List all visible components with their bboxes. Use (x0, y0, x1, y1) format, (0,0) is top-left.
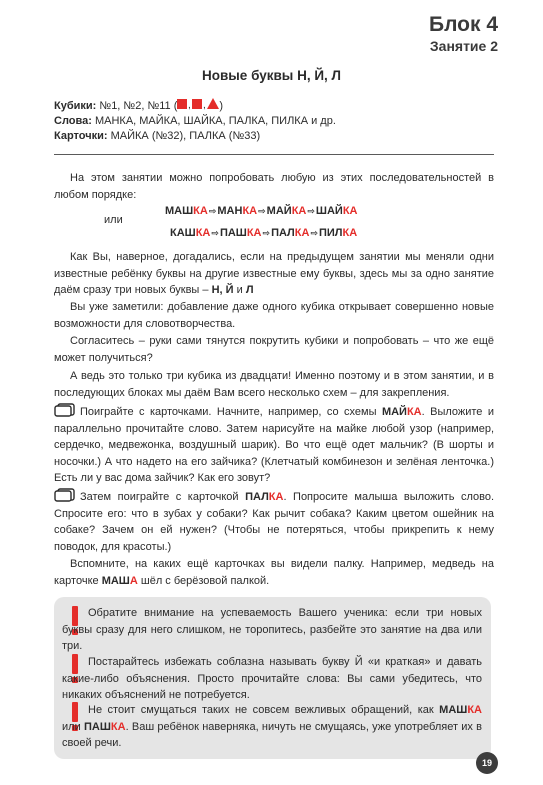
arrow-icon: ⇨ (262, 228, 271, 238)
seq1-word3-b: КА (291, 205, 307, 217)
seq1-word3-a: МАЙ (266, 205, 292, 217)
p1-letters: Н, Й (211, 284, 234, 296)
block-header (429, 13, 498, 55)
paragraph-card-mayka: Поиграйте с карточками. Начните, например, со схемы МАЙКА. Выложите и параллельно прочитайте слово. Затем нарисуйте на майке любой узор (например, сердечко, медвежонка, воздушный шарик). Во что ещё одет мальчик? (В шорты и носочки.) А что надето на его зайчика? (Клетчатый комбинезон и зелёная ленточка.) Есть ли у вас дома зайчик? Как его зовут? (54, 403, 494, 487)
seq2-word2-b: КА (246, 227, 262, 239)
note-3 (62, 702, 482, 752)
n3-word-1a: МАШ (439, 704, 468, 716)
arrow-icon: ⇨ (310, 228, 318, 238)
seq2-word2-a: ПАШ (219, 227, 247, 239)
seq2-word1-a: КАШ (170, 227, 196, 239)
cubes-close: ) (219, 100, 224, 112)
n3-text-b: . Ваш ребёнок наверняка, ничуть не смущаясь, уже употребляет их в своей речи. (62, 720, 482, 749)
paragraph-noticed: Вы уже заметили: добавление даже одного кубика открывает совершенно новые возможности для словотворчества. (54, 301, 494, 330)
block-number: Блок 4 (428, 13, 498, 36)
seq2-word3-b: КА (294, 227, 310, 239)
cube-shapes-icon (177, 98, 219, 110)
cubes-row (54, 98, 494, 114)
p5-word-b: КА (406, 406, 422, 418)
p6-word-a: ПАЛ (245, 491, 269, 503)
p1-text: Как Вы, наверное, догадались, если на предыдущем занятии мы меняли одни известные ребёнку буквы на другие известные ему буквы, здесь мы за одно занятие даём сразу три новых буквы – (54, 251, 494, 296)
materials-list (54, 98, 494, 144)
cards-row (54, 129, 494, 144)
seq1-word2-b: КА (242, 205, 258, 217)
intro-paragraph: На этом занятии можно попробовать любую из этих последовательностей в любом порядке: (54, 172, 494, 201)
divider (54, 154, 494, 155)
seq2-word4-a: ПИЛ (318, 227, 343, 239)
cubes-value: №1, №2, №11 ( (99, 100, 178, 112)
page-number: 19 (476, 752, 498, 774)
n3-word-2a: ПАШ (83, 720, 111, 733)
paragraph-agree: Согласитесь – руки сами тянутся покрутить кубики и попробовать – что же ещё может получиться? (54, 335, 494, 364)
seq2-word4-b: КА (342, 227, 358, 239)
svg-text:,: , (188, 100, 192, 110)
word-sequence-1 (165, 205, 357, 217)
paragraph-remember (54, 556, 494, 589)
arrow-icon: ⇨ (258, 206, 266, 216)
note-1: Обратите внимание на успеваемость Вашего ученика: если три новых буквы сразу для него слишком, не торопитесь, разбейте это занятие на два или три. (62, 607, 482, 652)
n3-word-1b: КА (467, 704, 483, 716)
p5-word-a: МАЙ (381, 406, 407, 418)
or-label: или (104, 214, 123, 226)
cubes-label: Кубики: (54, 100, 97, 112)
note-2: Постарайтесь избежать соблазна называть букву Й «и краткая» и давать какие-либо объяснения. Просто прочитайте слова: Вы сами убедитесь, что никаких объяснений не потребуется. (62, 656, 482, 701)
p5-word (382, 406, 422, 418)
page-title: Новые буквы Н, Й, Л (201, 68, 341, 83)
seq1-word4-b: КА (342, 205, 358, 217)
square-cube-icon-2 (192, 99, 202, 109)
p7-word-a: МАШ (101, 574, 130, 587)
p6-text-b: Попросите малыша выложить слово. Спросите его: что в зубах у собаки? Как рычит собака? Каким цветом ошейник на собаке? Зачем он ей нужен? (Чтобы не потеряться, чтобы прикрепить к нему поводок, для красоты.) (54, 491, 495, 553)
seq2-word1-b: КА (195, 227, 211, 239)
paragraph-new-letters (54, 249, 494, 299)
n3-word-1 (439, 704, 482, 716)
paragraph-card-palka: Затем поиграйте с карточкой ПАЛКА. Попросите малыша выложить слово. Спросите его: что в зубах у собаки? Как рычит собака? Каким цветом ошейник на собаке? Зачем он ей нужен? (Чтобы не потеряться, чтобы прикрепить к нему поводок, для красоты.) (54, 488, 494, 555)
card-icon (54, 403, 76, 416)
word-sequence-2 (170, 227, 357, 239)
triangle-cube-icon (207, 98, 219, 109)
seq1-word2-a: МАН (217, 205, 243, 217)
p6-word (245, 491, 283, 503)
p7-text-a: Вспомните, на каких ещё карточках вы видели палку. Например, медведь на карточке (54, 558, 494, 587)
p1-and: и (236, 284, 243, 296)
p7-text-b: шёл с берёзовой палкой. (140, 574, 270, 587)
words-row (54, 114, 494, 129)
card-icon-2 (54, 488, 76, 501)
p7-word (102, 575, 138, 587)
n3-word-2b: КА (110, 720, 126, 733)
p6-word-b: КА (268, 491, 284, 503)
p1-last-letter: Л (245, 284, 254, 296)
arrow-icon: ⇨ (307, 206, 315, 216)
n3-or: или (62, 720, 81, 733)
n3-text-a: Не стоит смущаться таких не совсем вежливых обращений, как (88, 704, 434, 716)
cards-value: МАЙКА (№32), ПАЛКА (№33) (110, 130, 261, 142)
arrow-icon: ⇨ (208, 206, 217, 216)
p6-text-a: Затем поиграйте с карточкой (80, 491, 239, 503)
words-value: МАНКА, МАЙКА, ШАЙКА, ПАЛКА, ПИЛКА и др. (94, 115, 336, 127)
seq2-word3-a: ПАЛ (271, 227, 295, 239)
lesson-number: Занятие 2 (429, 38, 498, 54)
cards-label: Карточки: (54, 130, 108, 142)
seq1-word1-b: КА (193, 205, 208, 217)
seq1-word4-a: ШАЙ (315, 205, 343, 217)
p5-text-a: Поиграйте с карточками. Начните, например, со схемы (80, 406, 377, 418)
svg-text:,: , (203, 100, 207, 110)
p7-word-b: А (129, 574, 138, 587)
p5-text-b: Выложите и параллельно прочитайте слово. Затем нарисуйте на майке любой узор (например, сердечко, медвежонка, воздушный шарик). Во что ещё одет мальчик? (В шорты и носочки.) А что надето на его зайчика? (Клетчатый комбинезон и зелёная ленточка.) Есть ли у вас дома зайчик? Как его зовут? (54, 406, 494, 484)
seq1-word1-a: МАШ (165, 205, 194, 217)
paragraph-three-cubes: А ведь это только три кубика из двадцати! Именно поэтому и в этом занятии, и в последующих блоках мы даём Вам всего несколько схем – для закрепления. (54, 370, 494, 399)
words-label: Слова: (54, 115, 92, 127)
n3-word-2 (84, 721, 126, 733)
square-cube-icon (177, 99, 187, 109)
arrow-icon: ⇨ (211, 228, 219, 238)
